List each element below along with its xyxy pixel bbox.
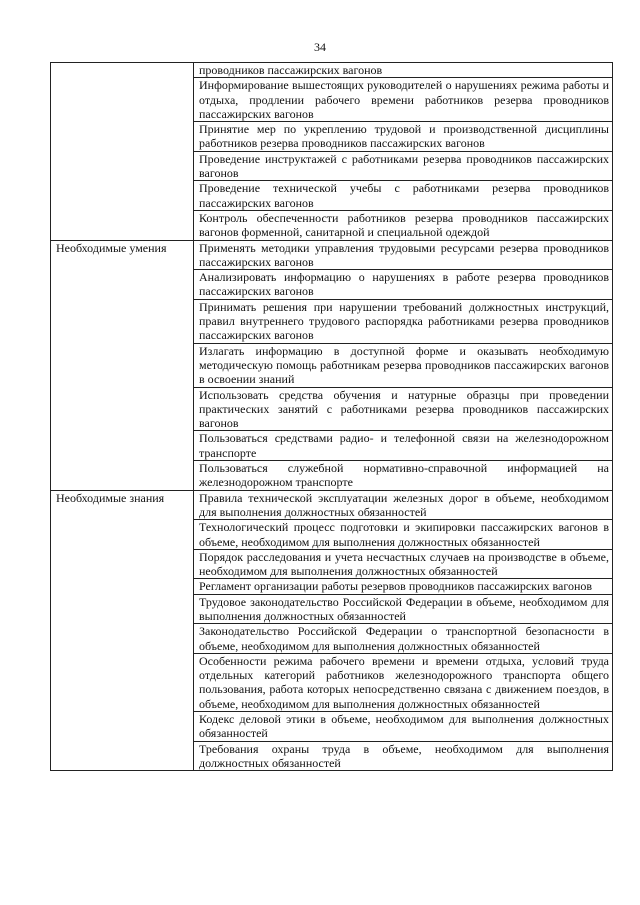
table-row xyxy=(51,240,613,270)
requirement-item: Проведение инструктажей с работниками резерва проводников пассажирских вагонов xyxy=(194,151,613,181)
table-row xyxy=(51,490,613,520)
section-label xyxy=(51,63,194,241)
table-row xyxy=(51,63,613,78)
requirement-item: Информирование вышестоящих руководителей о нарушениях режима работы и отдыха, продлении рабочего времени работников резерва проводников пассажирских вагонов xyxy=(194,78,613,122)
section-label: Необходимые знания xyxy=(51,490,194,771)
requirement-item: Контроль обеспеченности работников резерва проводников пассажирских вагонов форменной, санитарной и специальной одеждой xyxy=(194,210,613,240)
requirement-item: Применять методики управления трудовыми ресурсами резерва проводников пассажирских вагонов xyxy=(194,240,613,270)
requirement-item: Пользоваться средствами радио- и телефонной связи на железнодорожном транспорте xyxy=(194,431,613,461)
requirement-item: Излагать информацию в доступной форме и оказывать необходимую методическую помощь работникам резерва проводников пассажирских вагонов в освоении знаний xyxy=(194,343,613,387)
requirement-item: Анализировать информацию о нарушениях в работе резерва проводников пассажирских вагонов xyxy=(194,270,613,300)
requirement-item: Порядок расследования и учета несчастных случаев на производстве в объеме, необходимом для выполнения должностных обязанностей xyxy=(194,549,613,579)
requirements-table xyxy=(50,62,613,771)
requirement-item: Технологический процесс подготовки и экипировки пассажирских вагонов в объеме, необходимом для выполнения должностных обязанностей xyxy=(194,520,613,550)
requirement-item: Использовать средства обучения и натурные образцы при проведении практических занятий с работниками резерва проводников пассажирских вагонов xyxy=(194,387,613,431)
section-label: Необходимые умения xyxy=(51,240,194,490)
requirement-item: Проведение технической учебы с работниками резерва проводников пассажирских вагонов xyxy=(194,181,613,211)
requirement-item: Кодекс деловой этики в объеме, необходимом для выполнения должностных обязанностей xyxy=(194,712,613,742)
requirement-item: Принимать решения при нарушении требований должностных инструкций, правил внутреннего трудового распорядка работниками резерва проводников пассажирских вагонов xyxy=(194,299,613,343)
page-number: 34 xyxy=(314,40,326,54)
requirement-item: Законодательство Российской Федерации о транспортной безопасности в объеме, необходимом для выполнения должностных обязанностей xyxy=(194,624,613,654)
requirement-item: Правила технической эксплуатации железных дорог в объеме, необходимом для выполнения должностных обязанностей xyxy=(194,490,613,520)
requirement-item: Требования охраны труда в объеме, необходимом для выполнения должностных обязанностей xyxy=(194,741,613,771)
requirement-item: Регламент организации работы резервов проводников пассажирских вагонов xyxy=(194,579,613,594)
requirement-item: проводников пассажирских вагонов xyxy=(194,63,613,78)
requirement-item: Принятие мер по укреплению трудовой и производственной дисциплины работников резерва проводников пассажирских вагонов xyxy=(194,122,613,152)
requirements-table-body xyxy=(51,63,613,771)
requirement-item: Трудовое законодательство Российской Федерации в объеме, необходимом для выполнения должностных обязанностей xyxy=(194,594,613,624)
requirement-item: Пользоваться служебной нормативно-справочной информацией на железнодорожном транспорте xyxy=(194,461,613,491)
requirement-item: Особенности режима рабочего времени и времени отдыха, условий труда отдельных категорий работников железнодорожного транспорта общего пользования, работа которых непосредственно связана с движением поездов, в объеме, необходимом для выполнения должностных обязанностей xyxy=(194,653,613,711)
